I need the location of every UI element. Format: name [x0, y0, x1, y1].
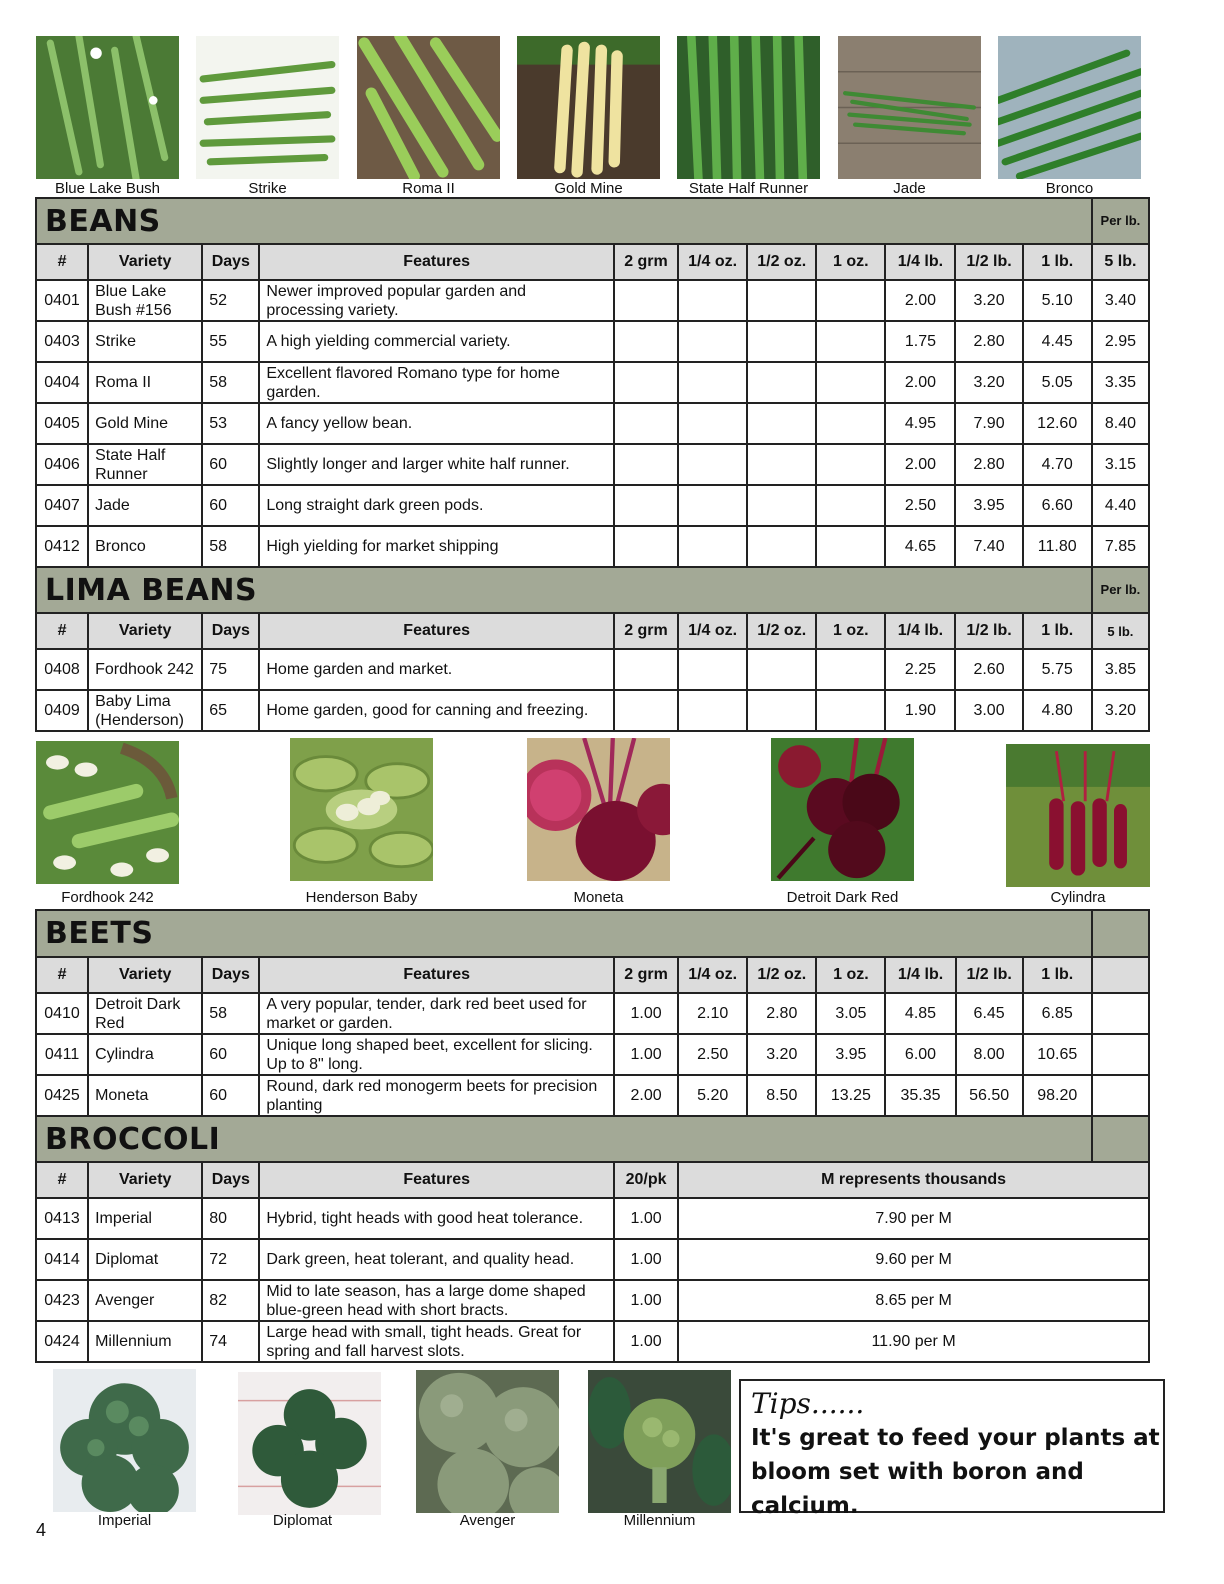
table-row: [36, 1198, 1149, 1239]
price: 2.60: [955, 649, 1022, 690]
diplomat-photo: [238, 1372, 381, 1515]
price: [747, 444, 816, 485]
price: [747, 403, 816, 444]
price: [816, 362, 885, 403]
variety: Imperial: [88, 1198, 202, 1239]
photo-caption: Henderson Baby: [305, 889, 418, 906]
col-header: Features: [259, 244, 614, 280]
price: 6.45: [956, 993, 1023, 1034]
jade-photo: [838, 36, 981, 179]
col-header: 1/4 lb.: [885, 613, 955, 649]
col-header: 1/4 lb.: [885, 244, 955, 280]
price: 1.00: [614, 1198, 678, 1239]
photo-caption: Moneta: [573, 889, 624, 906]
table-row: [36, 1280, 1149, 1321]
col-header: 5 lb.: [1092, 613, 1149, 649]
variety: Detroit Dark Red: [88, 993, 202, 1034]
price: 13.25: [816, 1075, 885, 1116]
features: Large head with small, tight heads. Great for spring and fall harvest slots.: [259, 1321, 614, 1362]
col-header: Days: [202, 244, 259, 280]
variety: State Half Runner: [88, 444, 202, 485]
table-row: [36, 1034, 1149, 1075]
features: Round, dark red monogerm beets for precision planting: [259, 1075, 614, 1116]
item-number: 0404: [36, 362, 88, 403]
price: 5.20: [678, 1075, 747, 1116]
price: [614, 485, 678, 526]
col-header: 1 oz.: [816, 957, 885, 993]
item-number: 0405: [36, 403, 88, 444]
days: 60: [202, 1034, 259, 1075]
days: 75: [202, 649, 259, 690]
col-header: 1 lb.: [1023, 244, 1092, 280]
price: 2.00: [885, 362, 955, 403]
table-row: [36, 444, 1149, 485]
tips-box: [739, 1379, 1165, 1519]
price: 3.35: [1092, 362, 1149, 403]
price: [747, 485, 816, 526]
price: [614, 321, 678, 362]
price: 3.85: [1092, 649, 1149, 690]
col-header: 5 lb.: [1092, 244, 1149, 280]
col-header: Days: [202, 1162, 259, 1198]
features: A fancy yellow bean.: [259, 403, 614, 444]
features: Long straight dark green pods.: [259, 485, 614, 526]
price: [816, 321, 885, 362]
price: [678, 690, 747, 731]
price: 1.00: [614, 1239, 678, 1280]
price-per-thousand: 11.90 per M: [678, 1321, 1149, 1362]
photo-caption: Avenger: [459, 1512, 516, 1529]
variety: Avenger: [88, 1280, 202, 1321]
price: 5.75: [1023, 649, 1092, 690]
tips-heading: Tips......: [751, 1387, 865, 1420]
item-number: 0411: [36, 1034, 88, 1075]
price: [816, 444, 885, 485]
days: 53: [202, 403, 259, 444]
item-number: 0406: [36, 444, 88, 485]
col-header: Variety: [88, 1162, 202, 1198]
price-per-thousand: 7.90 per M: [678, 1198, 1149, 1239]
col-header: 1 lb.: [1023, 613, 1092, 649]
price: [678, 526, 747, 567]
col-header: 1/2 oz.: [747, 244, 816, 280]
variety: Diplomat: [88, 1239, 202, 1280]
photo-caption: Strike: [248, 180, 287, 197]
price: 12.60: [1023, 403, 1092, 444]
price: 3.95: [955, 485, 1022, 526]
price: 7.90: [955, 403, 1022, 444]
features: Slightly longer and larger white half runner.: [259, 444, 614, 485]
price: 2.00: [885, 280, 955, 321]
table-row: [36, 1075, 1149, 1116]
price: 4.40: [1092, 485, 1149, 526]
features: Mid to late season, has a large dome shaped blue-green head with short bracts.: [259, 1280, 614, 1321]
price: 8.00: [956, 1034, 1023, 1075]
days: 60: [202, 444, 259, 485]
price: [678, 321, 747, 362]
price: 1.90: [885, 690, 955, 731]
col-header: 1/2 lb.: [955, 244, 1022, 280]
price: [747, 362, 816, 403]
price: 8.40: [1092, 403, 1149, 444]
table-row: [36, 362, 1149, 403]
col-header: 1/2 oz.: [747, 957, 816, 993]
col-header: Variety: [88, 613, 202, 649]
price: 4.85: [885, 993, 955, 1034]
item-number: 0424: [36, 1321, 88, 1362]
price: 2.25: [885, 649, 955, 690]
col-header: Days: [202, 613, 259, 649]
col-header: 1 oz.: [816, 244, 885, 280]
price: 3.20: [1092, 690, 1149, 731]
strike-photo: [196, 36, 339, 179]
price: 2.80: [747, 993, 816, 1034]
price: 8.50: [747, 1075, 816, 1116]
features: Excellent flavored Romano type for home garden.: [259, 362, 614, 403]
days: 55: [202, 321, 259, 362]
price: 56.50: [956, 1075, 1023, 1116]
price: 1.00: [614, 1034, 678, 1075]
features: High yielding for market shipping: [259, 526, 614, 567]
price: [614, 403, 678, 444]
price: [678, 403, 747, 444]
col-header: 1/2 oz.: [747, 613, 816, 649]
price: [1092, 1034, 1149, 1075]
photo-caption: Millennium: [623, 1512, 696, 1529]
price: [614, 444, 678, 485]
col-header: Features: [259, 1162, 614, 1198]
days: 60: [202, 485, 259, 526]
col-header: 2 grm: [614, 957, 678, 993]
col-header: 1/4 lb.: [885, 957, 955, 993]
gold-mine-photo: [517, 36, 660, 179]
price-per-thousand: 8.65 per M: [678, 1280, 1149, 1321]
col-header: 1/2 lb.: [955, 613, 1022, 649]
features: A high yielding commercial variety.: [259, 321, 614, 362]
col-header: 2 grm: [614, 613, 678, 649]
price: 3.00: [955, 690, 1022, 731]
price: [1092, 993, 1149, 1034]
price: [614, 526, 678, 567]
section-title: BEETS: [36, 910, 1092, 957]
table-row: [36, 649, 1149, 690]
price: 3.20: [955, 362, 1022, 403]
col-header: 1/4 oz.: [678, 244, 747, 280]
price: [747, 280, 816, 321]
variety: Roma II: [88, 362, 202, 403]
price: 3.40: [1092, 280, 1149, 321]
price: 2.00: [885, 444, 955, 485]
features: Hybrid, tight heads with good heat tolerance.: [259, 1198, 614, 1239]
price: 7.40: [955, 526, 1022, 567]
price: [816, 690, 885, 731]
price: 3.95: [816, 1034, 885, 1075]
price: [614, 362, 678, 403]
col-header: 1/4 oz.: [678, 957, 747, 993]
table-row: [36, 1239, 1149, 1280]
days: 74: [202, 1321, 259, 1362]
item-number: 0410: [36, 993, 88, 1034]
col-header: Features: [259, 613, 614, 649]
price: 5.10: [1023, 280, 1092, 321]
table-row: [36, 526, 1149, 567]
photo-caption: Bronco: [1045, 180, 1094, 197]
variety: Jade: [88, 485, 202, 526]
photo-caption: Diplomat: [272, 1512, 333, 1529]
days: 58: [202, 362, 259, 403]
photo-caption: Fordhook 242: [61, 889, 154, 906]
imperial-photo: [53, 1369, 196, 1512]
item-number: 0401: [36, 280, 88, 321]
price: 98.20: [1023, 1075, 1092, 1116]
price: 4.95: [885, 403, 955, 444]
price: [747, 690, 816, 731]
item-number: 0413: [36, 1198, 88, 1239]
state-half-runner-photo: [677, 36, 820, 179]
bronco-photo: [998, 36, 1141, 179]
table-row: [36, 485, 1149, 526]
price: 3.20: [747, 1034, 816, 1075]
price: 6.85: [1023, 993, 1092, 1034]
roma-ii-photo: [357, 36, 500, 179]
price: [678, 444, 747, 485]
col-header: M represents thousands: [678, 1162, 1149, 1198]
variety: Gold Mine: [88, 403, 202, 444]
variety: Millennium: [88, 1321, 202, 1362]
col-header: #: [36, 244, 88, 280]
days: 72: [202, 1239, 259, 1280]
variety: Baby Lima (Henderson): [88, 690, 202, 731]
photo-caption: Detroit Dark Red: [786, 889, 899, 906]
price: 4.80: [1023, 690, 1092, 731]
days: 52: [202, 280, 259, 321]
col-header: Features: [259, 957, 614, 993]
table-row: [36, 403, 1149, 444]
photo-caption: State Half Runner: [688, 180, 809, 197]
features: Home garden, good for canning and freezing.: [259, 690, 614, 731]
price: 2.50: [885, 485, 955, 526]
price: 2.00: [614, 1075, 678, 1116]
beans-price-table: [35, 197, 1150, 732]
item-number: 0414: [36, 1239, 88, 1280]
beets-price-table: [35, 909, 1150, 1363]
price: 3.05: [816, 993, 885, 1034]
price: [816, 485, 885, 526]
tips-text: It's great to feed your plants at bloom set with boron and calcium.: [751, 1425, 1160, 1519]
price: [816, 403, 885, 444]
per-lb-label: Per lb.: [1092, 198, 1149, 244]
price: [678, 649, 747, 690]
item-number: 0403: [36, 321, 88, 362]
henderson-baby-photo: [290, 738, 433, 881]
empty-cell: [1092, 1116, 1149, 1162]
detroit-dark-red-photo: [771, 738, 914, 881]
column-header-row: [36, 1162, 1149, 1198]
price: [816, 526, 885, 567]
col-header: 1 lb.: [1023, 957, 1092, 993]
variety: Strike: [88, 321, 202, 362]
price: [678, 362, 747, 403]
item-number: 0409: [36, 690, 88, 731]
price: 2.80: [955, 444, 1022, 485]
table-row: [36, 1321, 1149, 1362]
price: [747, 321, 816, 362]
col-header: 2 grm: [614, 244, 678, 280]
days: 65: [202, 690, 259, 731]
col-header: #: [36, 957, 88, 993]
price: 4.70: [1023, 444, 1092, 485]
price: 4.65: [885, 526, 955, 567]
empty-cell: [1092, 910, 1149, 957]
days: 58: [202, 993, 259, 1034]
item-number: 0408: [36, 649, 88, 690]
price: 2.80: [955, 321, 1022, 362]
price: 1.00: [614, 993, 678, 1034]
features: A very popular, tender, dark red beet used for market or garden.: [259, 993, 614, 1034]
variety: Moneta: [88, 1075, 202, 1116]
price: 2.95: [1092, 321, 1149, 362]
moneta-photo: [527, 738, 670, 881]
avenger-photo: [416, 1370, 559, 1513]
col-header: #: [36, 1162, 88, 1198]
days: 80: [202, 1198, 259, 1239]
column-header-row: [36, 957, 1149, 993]
col-header: 1/4 oz.: [678, 613, 747, 649]
price: 4.45: [1023, 321, 1092, 362]
col-header: [1092, 957, 1149, 993]
table-row: [36, 321, 1149, 362]
item-number: 0412: [36, 526, 88, 567]
col-header: Variety: [88, 957, 202, 993]
price: 10.65: [1023, 1034, 1092, 1075]
photo-caption: Imperial: [97, 1512, 152, 1529]
price: [614, 280, 678, 321]
variety: Blue Lake Bush #156: [88, 280, 202, 321]
fordhook-242-photo: [36, 741, 179, 884]
table-row: [36, 993, 1149, 1034]
photo-caption: Gold Mine: [554, 180, 623, 197]
features: Home garden and market.: [259, 649, 614, 690]
price: [747, 649, 816, 690]
col-header: 1/2 lb.: [956, 957, 1023, 993]
photo-caption: Jade: [893, 180, 926, 197]
item-number: 0407: [36, 485, 88, 526]
cylindra-photo: [1006, 744, 1150, 887]
price: 6.60: [1023, 485, 1092, 526]
price: 3.15: [1092, 444, 1149, 485]
price: 2.10: [678, 993, 747, 1034]
price: [678, 485, 747, 526]
days: 58: [202, 526, 259, 567]
price: [614, 690, 678, 731]
price: 6.00: [885, 1034, 955, 1075]
days: 82: [202, 1280, 259, 1321]
blue-lake-bush-photo: [36, 36, 179, 179]
page-number: 4: [36, 1520, 47, 1540]
col-header: Days: [202, 957, 259, 993]
features: Dark green, heat tolerant, and quality head.: [259, 1239, 614, 1280]
photo-caption: Roma II: [402, 180, 455, 197]
col-header: #: [36, 613, 88, 649]
table-row: [36, 690, 1149, 731]
days: 60: [202, 1075, 259, 1116]
price: [747, 526, 816, 567]
price: 3.20: [955, 280, 1022, 321]
col-header: 1 oz.: [816, 613, 885, 649]
price: 35.35: [885, 1075, 955, 1116]
price: [1092, 1075, 1149, 1116]
variety: Cylindra: [88, 1034, 202, 1075]
millennium-photo: [588, 1370, 731, 1513]
price: 1.75: [885, 321, 955, 362]
per-lb-label: Per lb.: [1092, 567, 1149, 613]
item-number: 0423: [36, 1280, 88, 1321]
section-title: BEANS: [36, 198, 1092, 244]
price: 1.00: [614, 1280, 678, 1321]
price: [678, 280, 747, 321]
item-number: 0425: [36, 1075, 88, 1116]
photo-caption: Cylindra: [1050, 889, 1106, 906]
col-header: 20/pk: [614, 1162, 678, 1198]
features: Newer improved popular garden and processing variety.: [259, 280, 614, 321]
price: [614, 649, 678, 690]
section-title: LIMA BEANS: [36, 567, 1092, 613]
price: 5.05: [1023, 362, 1092, 403]
price: 1.00: [614, 1321, 678, 1362]
section-title: BROCCOLI: [36, 1116, 1092, 1162]
price: 2.50: [678, 1034, 747, 1075]
variety: Bronco: [88, 526, 202, 567]
price: 11.80: [1023, 526, 1092, 567]
features: Unique long shaped beet, excellent for slicing. Up to 8" long.: [259, 1034, 614, 1075]
column-header-row: [36, 613, 1149, 649]
price: [816, 280, 885, 321]
variety: Fordhook 242: [88, 649, 202, 690]
price: 7.85: [1092, 526, 1149, 567]
column-header-row: [36, 244, 1149, 280]
price: [816, 649, 885, 690]
price-per-thousand: 9.60 per M: [678, 1239, 1149, 1280]
photo-caption: Blue Lake Bush: [54, 180, 161, 197]
col-header: Variety: [88, 244, 202, 280]
table-row: [36, 280, 1149, 321]
